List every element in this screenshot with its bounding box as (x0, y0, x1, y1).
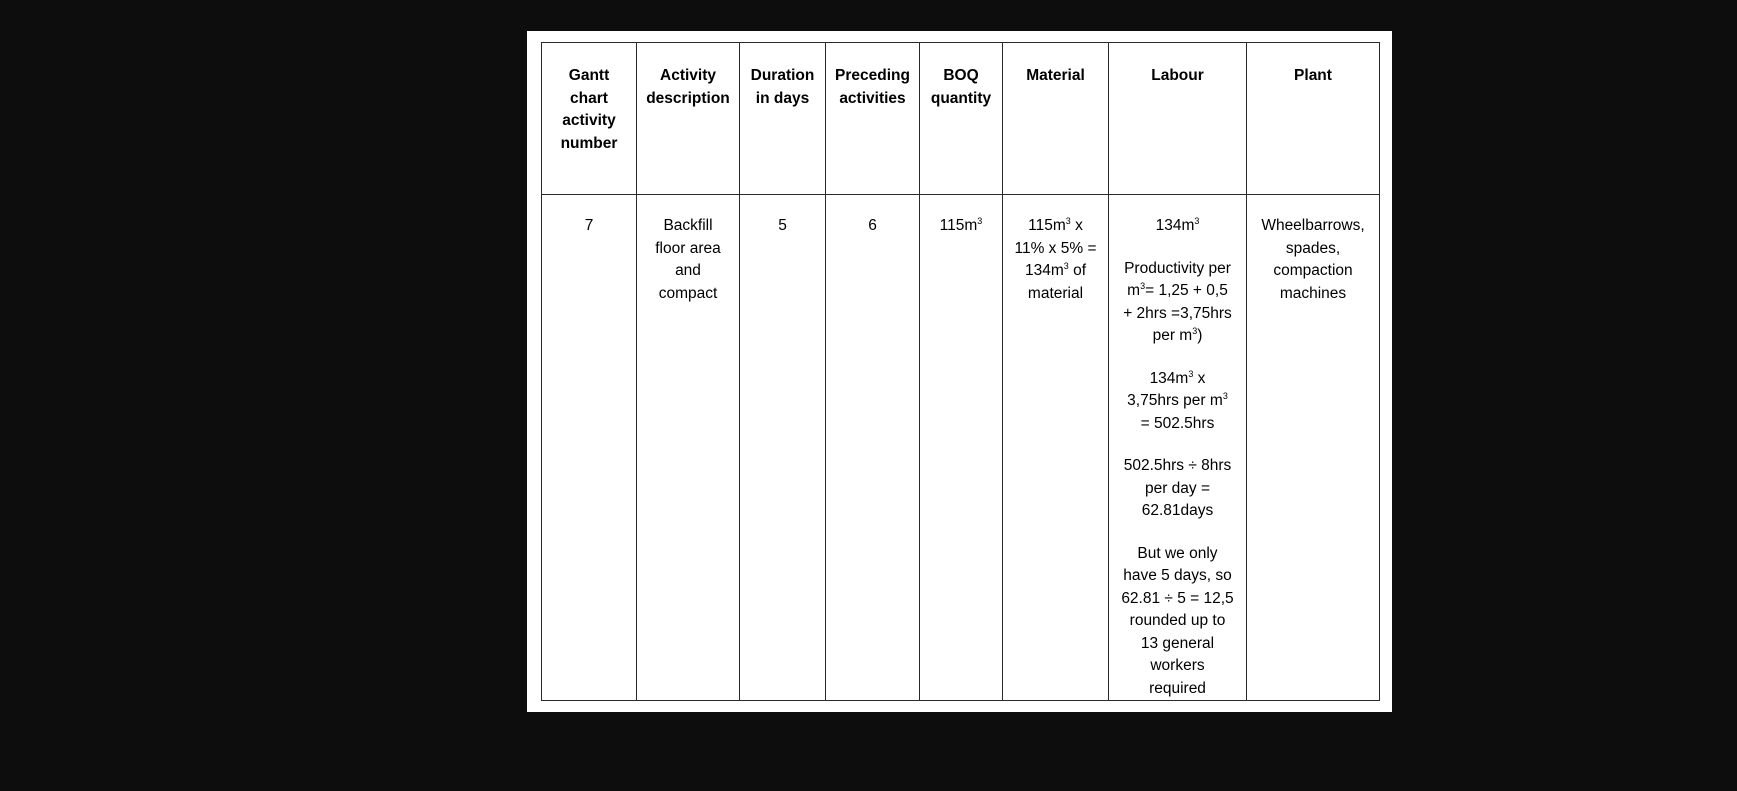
labour-productivity: Productivity per $m^3= 1,25 + 0,5$ + 2hrs =3,75hrs per $m^3$) (1123, 259, 1232, 344)
cell-gantt-number: 7 (542, 195, 637, 701)
header-labour: Labour (1109, 43, 1247, 195)
header-gantt-number: Gantt chart activity number (542, 43, 637, 195)
table-row (542, 195, 1380, 701)
header-duration: Duration in days (740, 43, 826, 195)
labour-quantity: $134m^3$ (1155, 216, 1200, 234)
labour-total-hours: $134m^3$ x 3,75hrs per $m^3$ = 502.5hrs (1127, 368, 1228, 432)
header-plant: Plant (1247, 43, 1380, 195)
labour-days: 502.5hrs ÷ 8hrs per day = 62.81days (1123, 457, 1232, 519)
header-material: Material (1003, 43, 1109, 195)
header-preceding-activities: Preceding activities (826, 43, 920, 195)
header-row (542, 43, 1380, 195)
activity-table (541, 42, 1380, 701)
labour-workers-required: But we only have 5 days, so 62.81 ÷ 5 = 12,5 rounded up to 13 general workers required (1121, 544, 1234, 697)
cell-preceding-activities: 6 (826, 195, 920, 701)
cell-activity-description: Backfill floor area and compact (637, 195, 740, 701)
header-boq-quantity: BOQ quantity (920, 43, 1003, 195)
document-page (527, 31, 1392, 712)
header-activity-description: Activity description (637, 43, 740, 195)
cell-material: $115m^3$ x 11% x 5% = $134m^3$ of material (1003, 195, 1109, 701)
cell-boq-quantity: $115m^3$ (920, 195, 1003, 701)
cell-plant: Wheelbarrows, spades, compaction machines (1247, 195, 1380, 701)
cell-labour (1109, 195, 1247, 701)
cell-duration: 5 (740, 195, 826, 701)
